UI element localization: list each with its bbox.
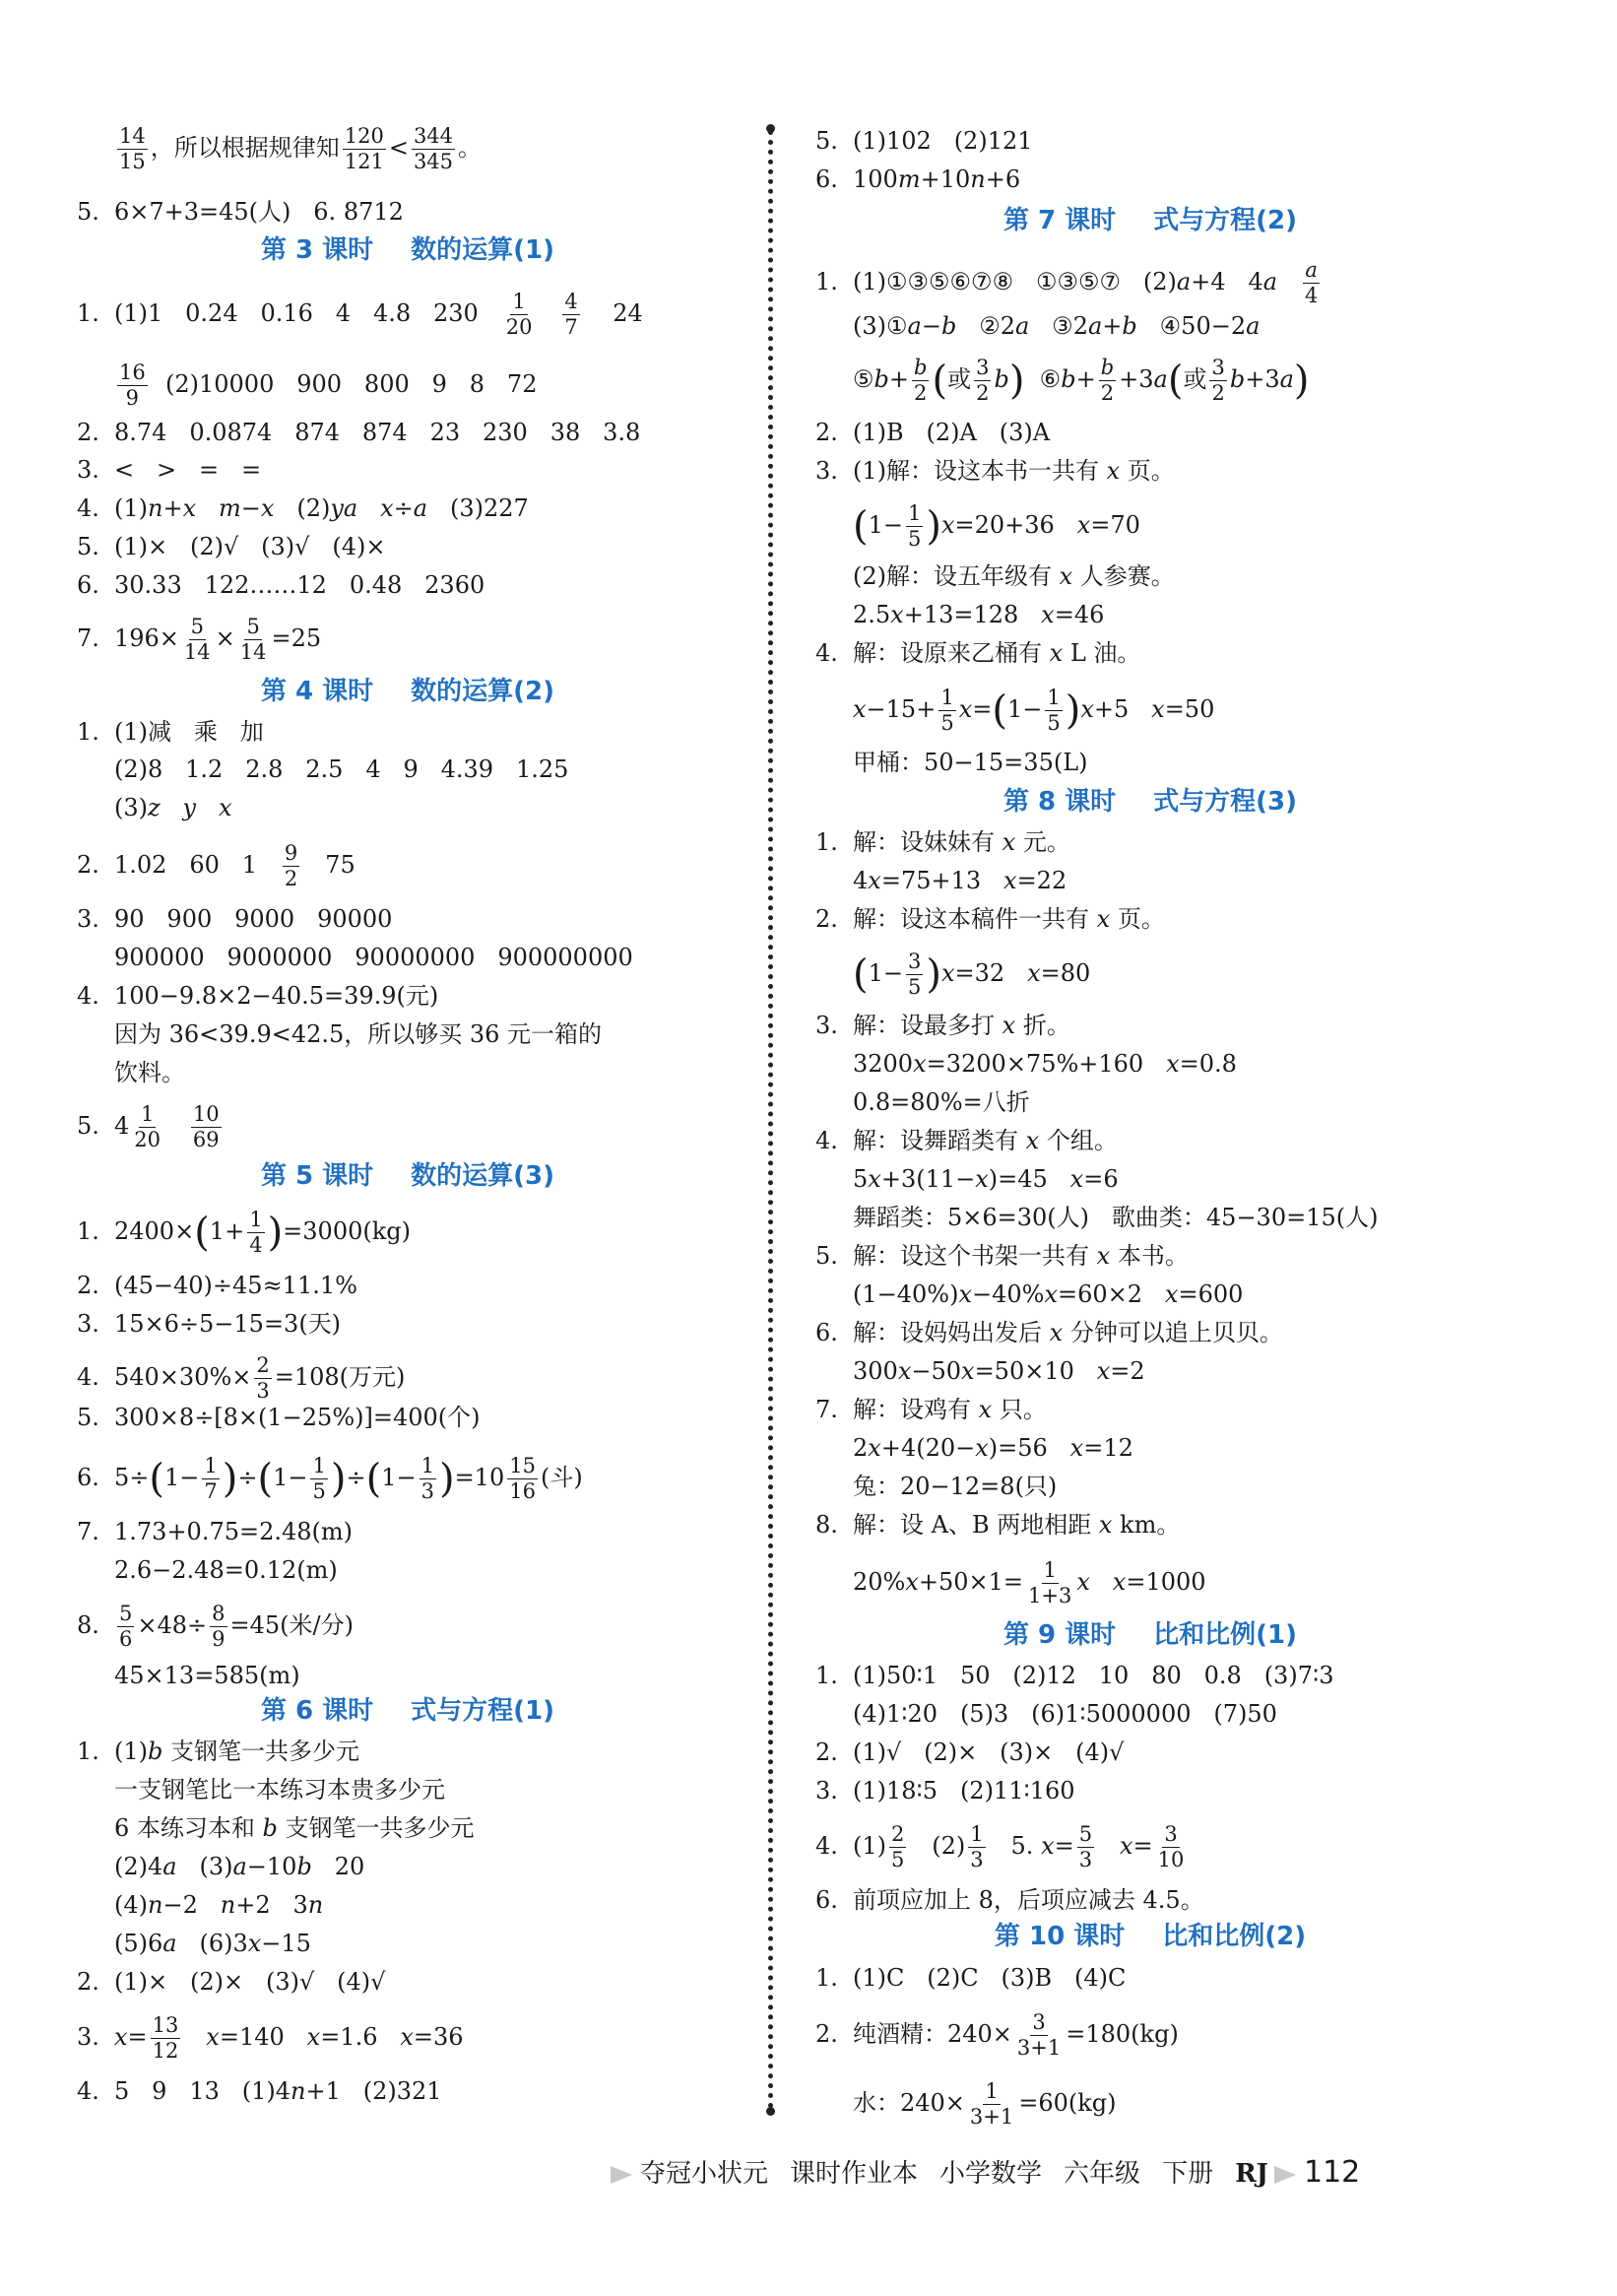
answer-line: (1− $\frac{3}{5}$ )x=32 x=80 [853,950,1091,999]
answer-line: 3. 15×6÷5−15=3(天) [77,1310,342,1338]
answer-line: 4. (1) $\frac{2}{5}$ (2) $\frac{1}{3}$ 5. x= $\frac{5}{3}$ x= $\frac{3}{10}$ [815,1822,1185,1871]
answer-line: 2. 纯酒精：240× $\frac{3}{3+1}$ =180(kg) [815,2010,1179,2060]
answer-line: 1. (1)b 支钢笔一共多少元 [77,1738,360,1765]
answer-line: 因为 36<39.9<42.5，所以够买 36 元一箱的 [114,1020,603,1048]
answer-line: 20%x+50×1= $\frac{1}{1+3}$ x x=1000 [853,1558,1206,1607]
answer-line: 2. 解：设这本稿件一共有 x 页。 [815,905,1165,933]
section-heading: 第 6 课时 式与方程(1) [260,1696,555,1726]
answer-line: (4)n−2 n+2 3n [114,1891,324,1919]
footer-edition: RJ [1235,2159,1268,2189]
answer-line: 水：240× $\frac{1}{3+1}$ =60(kg) [853,2079,1117,2129]
answer-line: (2)解：设五年级有 x 人参赛。 [853,562,1175,590]
answer-line: 7. 解：设鸡有 x 只。 [815,1396,1047,1423]
footer-subject: 小学数学 [939,2159,1043,2189]
answer-line: 1. (1)①③⑤⑥⑦⑧ ①③⑤⑦ (2)a+4 4a $\frac{a}{4}$ [815,258,1319,307]
page-number: 112 [1304,2155,1361,2190]
answer-line: 3. 解：设最多打 x 折。 [815,1012,1070,1039]
footer-book: 课时作业本 [790,2159,919,2189]
page-footer [611,2153,1497,2193]
answer-line: (4)1∶20 (5)3 (6)1∶5000000 (7)50 [853,1700,1277,1728]
answer-line: 7. 1.73+0.75=2.48(m) [77,1518,354,1545]
answer-line: 甲桶：50−15=35(L) [853,749,1088,776]
answer-line: 3. 90 900 9000 90000 [77,905,393,933]
answer-line: 6. 前项应加上 8，后项应减去 4.5。 [815,1886,1204,1914]
answer-line: 6. 100m+10n+6 [815,165,1021,193]
answer-line: 4. (1)n+x m−x (2)ya x÷a (3)227 [77,494,529,522]
answer-line: (3)z y x [114,794,232,821]
answer-line: 0.8=80%=八折 [853,1088,1030,1116]
answer-line: 2. (1)√ (2)× (3)× (4)√ [815,1738,1125,1766]
answer-line: (2)8 1.2 2.8 2.5 4 9 4.39 1.25 [114,755,569,783]
answer-line: 5x+3(11−x)=45 x=6 [853,1165,1119,1193]
footer-grade: 六年级 [1064,2159,1141,2189]
section-heading: 第 4 课时 数的运算(2) [260,677,555,706]
answer-line: 7. 196× $\frac{5}{14}$ × $\frac{5}{14}$ =25 [77,615,322,664]
arrow-icon [611,2166,632,2184]
column-divider [768,130,773,2110]
answer-line: 4. 540×30%× $\frac{2}{3}$ =108(万元) [77,1353,406,1403]
answer-line: 1. (1)减 乘 加 [77,718,264,746]
answer-line: 饮料。 [114,1059,185,1086]
answer-line: $\frac{14}{15}$ ，所以根据规律知 $\frac{120}{121}$ < $\frac{344}{345}$ 。 [119,124,483,173]
arrow-icon [1274,2166,1296,2184]
answer-line: 45×13=585(m) [114,1662,300,1689]
answer-line: 300x−50x=50×10 x=2 [853,1357,1145,1385]
answer-line: 1. (1)C (2)C (3)B (4)C [815,1964,1127,1992]
answer-line: 5. (1)× (2)√ (3)√ (4)× [77,533,386,560]
footer-volume: 下册 [1162,2159,1214,2189]
answer-line: 4. 100−9.8×2−40.5=39.9(元) [77,982,439,1010]
answer-line: (1− $\frac{1}{5}$ )x=20+36 x=70 [853,501,1140,551]
answer-line: 2.6−2.48=0.12(m) [114,1556,338,1584]
answer-line: 4. 解：设原来乙桶有 x L 油。 [815,639,1141,667]
answer-line: 5. (1)102 (2)121 [815,127,1033,155]
answer-line: 3200x=3200×75%+160 x=0.8 [853,1050,1237,1078]
answer-line: ⑤b+ $\frac{b}{2}$ (或 $\frac{3}{2}$ b) ⑥b+ $\frac{b}{2}$ +3a(或 $\frac{3}{2}$ b+3a) [853,356,1310,405]
footer-brand: 夺冠小状元 [640,2159,769,2189]
answer-line: 6 本练习本和 b 支钢笔一共多少元 [114,1814,475,1842]
answer-line: 6. 解：设妈妈出发后 x 分钟可以追上贝贝。 [815,1319,1283,1346]
answer-line: 4. 5 9 13 (1)4n+1 (2)321 [77,2077,442,2105]
answer-line: 2. 8.74 0.0874 874 874 23 230 38 3.8 [77,419,641,446]
answer-line: 6. 30.33 122……12 0.48 2360 [77,571,485,599]
answer-line: 4x=75+13 x=22 [853,867,1067,894]
section-heading: 第 5 课时 数的运算(3) [260,1161,555,1191]
answer-line: 5. 6×7+3=45(人) 6. 8712 [77,198,404,226]
answer-line: 2. 1.02 60 1 $\frac{9}{2}$ 75 [77,841,356,890]
answer-line: 一支钢笔比一本练习本贵多少元 [114,1776,445,1804]
answer-line: 4. 解：设舞蹈类有 x 个组。 [815,1127,1118,1154]
answer-line: 2. (45−40)÷45≈11.1% [77,1272,357,1299]
answer-line: 1. (1)50∶1 50 (2)12 10 80 0.8 (3)7∶3 [815,1662,1334,1689]
answer-line: 5. 解：设这个书架一共有 x 本书。 [815,1242,1189,1270]
answer-line: (5)6a (6)3x−15 [114,1930,311,1957]
answer-line: 5. 4 $\frac{1}{20}$ $\frac{10}{69}$ [77,1102,220,1151]
answer-line: 8. $\frac{5}{6}$ ×48÷ $\frac{8}{9}$ =45(米/分) [77,1602,354,1651]
answer-line: 舞蹈类：5×6=30(人) 歌曲类：45−30=15(人) [853,1204,1379,1231]
answer-line: 900000 9000000 90000000 900000000 [114,944,633,971]
answer-line: x−15+ $\frac{1}{5}$ x=(1− $\frac{1}{5}$ )x+5 x=50 [853,686,1215,735]
answer-line: 2.5x+13=128 x=46 [853,601,1105,628]
answer-line: (3)①a−b ②2a ③2a+b ④50−2a [853,312,1261,340]
answer-line: 1. 2400×(1+ $\frac{1}{4}$ )=3000(kg) [77,1208,411,1257]
answer-line: 1. 解：设妹妹有 x 元。 [815,828,1070,856]
answer-line: 2. (1)B (2)A (3)A [815,419,1051,446]
answer-line: 5. 300×8÷[8×(1−25%)]=400(个) [77,1404,481,1431]
answer-line: 6. 5÷(1− $\frac{1}{7}$ )÷(1− $\frac{1}{5}$ )÷(1− $\frac{1}{3}$ )=10 $\frac{15}{16}$ (斗) [77,1454,583,1503]
answer-line: $\frac{16}{9}$ (2)10000 900 800 9 8 72 [119,361,538,410]
answer-line: 3. (1)解：设这本书一共有 x 页。 [815,457,1175,485]
section-heading: 第 7 课时 式与方程(2) [1003,206,1298,235]
answer-line: 兔：20−12=8(只) [853,1473,1058,1500]
answer-line: 8. 解：设 A、B 两地相距 x km。 [815,1511,1181,1539]
answer-line: 2. (1)× (2)× (3)√ (4)√ [77,1968,386,1996]
section-heading: 第 3 课时 数的运算(1) [260,235,555,265]
answer-line: 3. (1)18∶5 (2)11∶160 [815,1777,1075,1804]
answer-line: 2x+4(20−x)=56 x=12 [853,1434,1133,1462]
answer-line: 3. x= $\frac{13}{12}$ x=140 x=1.6 x=36 [77,2013,464,2063]
answer-line: (1−40%)x−40%x=60×2 x=600 [853,1280,1244,1308]
section-heading: 第 8 课时 式与方程(3) [1003,787,1298,817]
answer-line: 1. (1)1 0.24 0.16 4 4.8 230 $\frac{1}{20}$ $\frac{4}{7}$ 24 [77,290,643,339]
section-heading: 第 10 课时 比和比例(2) [994,1922,1307,1951]
answer-line: (2)4a (3)a−10b 20 [114,1853,365,1880]
answer-line: 3. < > = = [77,456,262,484]
section-heading: 第 9 课时 比和比例(1) [1003,1620,1298,1650]
